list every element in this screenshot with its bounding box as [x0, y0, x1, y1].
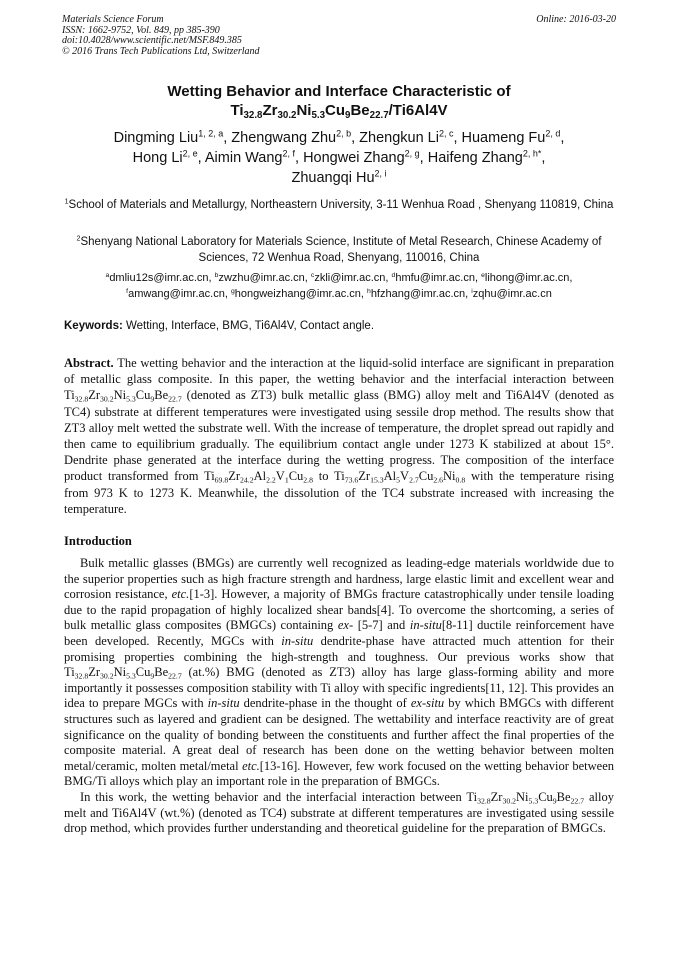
element-symbol: Be: [154, 388, 169, 403]
abstract-product-formula-low: [204, 469, 313, 483]
element-symbol: Ti: [204, 469, 215, 484]
journal-header: [62, 15, 616, 57]
author-name: Zhuangqi Hu: [291, 170, 375, 186]
abstract-text: with the temperature rising from 973 K to 1273 K. Meanwhile, the dissolution of the TC4 substrate increased with increasing the temperature.: [64, 469, 614, 516]
element-symbol: Cu: [135, 665, 151, 680]
element-symbol: Ti: [64, 665, 75, 680]
element-subscript: 30.2: [502, 796, 516, 806]
title-line-2: [40, 101, 638, 120]
italic-text: ex-situ: [410, 696, 445, 711]
author-affiliation-mark: 2, g: [404, 148, 420, 159]
element-symbol: Be: [556, 789, 571, 804]
italic-text: etc.: [242, 758, 260, 773]
element-subscript: 32.8: [243, 109, 263, 121]
element-symbol: Zr: [262, 102, 278, 119]
element-subscript: 5.3: [126, 671, 136, 681]
element-subscript: 2.8: [303, 475, 313, 485]
element-symbol: Zr: [228, 469, 241, 484]
keywords-line: [64, 320, 614, 332]
element-symbol: V: [275, 469, 285, 484]
author-name: Aimin Wang: [204, 150, 283, 166]
element-subscript: 1: [284, 475, 289, 485]
body-text: In this work, the wetting behavior and the interfacial interaction between: [80, 789, 467, 804]
element-subscript: 69.8: [214, 475, 229, 485]
keywords-text: Wetting, Interface, BMG, Ti6Al4V, Contact angle.: [126, 320, 375, 332]
email-address: zwzhu@imr.ac.cn: [218, 272, 305, 284]
email-address: zkli@imr.ac.cn: [314, 272, 386, 284]
element-subscript: 9: [150, 671, 155, 681]
author-name: Hongwei Zhang: [303, 150, 405, 166]
email-mark: b: [214, 271, 219, 279]
element-subscript: 30.2: [100, 671, 114, 681]
element-symbol: Zr: [88, 388, 101, 403]
element-subscript: 5.3: [311, 109, 326, 121]
element-subscript: 9: [150, 394, 155, 404]
body-text: alloy melt and Ti6Al4V (wt.%) (denoted as TC4) substrate at different temperatures are investigated using sessile drop method, which provides further understanding and theoretical guideline for the preparation of BMGCs.: [64, 789, 614, 836]
title-line-1: Wetting Behavior and Interface Characteristic of: [167, 83, 511, 100]
element-subscript: 22.7: [168, 671, 182, 681]
element-subscript: 2.2: [266, 475, 276, 485]
element-symbol: Al: [383, 469, 397, 484]
author-affiliation-mark: 2, d: [545, 128, 561, 139]
abstract-label: Abstract.: [64, 356, 114, 370]
element-subscript: 2.6: [433, 475, 444, 485]
element-symbol: Cu: [288, 469, 304, 484]
body-text: (at.%) BMG (denoted as ZT3) alloy has large glass-forming ability and more importantly it possesses composition stability with Ti alloy with specific ingredients[11, 12]. This provides an idea to prepare MGCs with: [64, 665, 614, 711]
author-name: Hong Li: [132, 150, 183, 166]
author-name: Zhengwang Zhu: [231, 130, 337, 146]
element-symbol: Ti: [230, 102, 244, 119]
element-symbol: Zr: [88, 665, 101, 680]
email-mark: d: [391, 271, 396, 279]
email-address: hongweizhang@imr.ac.cn: [234, 288, 361, 300]
paper-title: [40, 82, 638, 120]
affiliation-text: School of Materials and Metallurgy, Northeastern University, 3-11 Wenhua Road , Shenyang 110819, China: [68, 199, 614, 211]
alloy-formula: [64, 665, 182, 679]
element-symbol: Cu: [325, 102, 346, 119]
author-affiliation-mark: 2, f: [282, 148, 296, 159]
element-symbol: Cu: [538, 789, 553, 804]
body-text: dendrite-phase have attracted much attention for their promising properties combining the high-strength and toughness. Our previous works show that: [64, 633, 614, 664]
email-address: lihong@imr.ac.cn,: [484, 272, 573, 284]
email-address: dmliu12s@imr.ac.cn: [109, 272, 209, 284]
element-symbol: Zr: [490, 789, 503, 804]
element-symbol: Ti: [466, 789, 478, 804]
element-symbol: Cu: [135, 388, 151, 403]
doi-line: doi:10.4028/www.scientific.net/MSF.849.385: [62, 35, 242, 46]
email-mark: a: [105, 271, 110, 279]
body-text: dendrite-phase in the thought of: [239, 696, 411, 711]
body-text: [13-16]. However, few work focused on the wetting behavior between BMG/Ti alloys which play an important role in the preparation of BMGCs.: [64, 758, 614, 789]
element-subscript: 22.7: [168, 394, 182, 404]
body-text: [8-11] ductile reinforcement have been developed. Recently, MGCs with: [64, 618, 614, 648]
element-subscript: 5.3: [126, 394, 136, 404]
element-subscript: 22.7: [570, 796, 585, 806]
abstract-text: to: [312, 469, 335, 484]
email-mark: i: [471, 287, 473, 295]
element-subscript: 32.8: [74, 671, 89, 681]
title-alloy-formula: [230, 102, 388, 119]
copyright-line: © 2016 Trans Tech Publications Ltd, Switzerland: [62, 45, 260, 57]
abstract-paragraph: [64, 355, 614, 517]
email-list: $^a$dmliu12s@imr.ac.cn, $^b$zwzhu@imr.ac.cn, $^c$zkli@imr.ac.cn, $^d$hmfu@imr.ac.cn, $^e$lihong@imr.ac.cn, $^f$amwang@imr.ac.cn, $^g$hongweizhang@imr.ac.cn, $^h$hfzhang@imr.ac.cn, $^i$zqhu@imr.ac.cn: [105, 271, 573, 300]
author-list: Dingming Liu$^{1, 2, a}$, Zhengwang Zhu$^{2, b}$, Zhengkun Li$^{2, c}$, Huameng Fu$^{2, d}$, Hong Li$^{2, e}$, Aimin Wang$^{2, f}$, Hongwei Zhang$^{2, g}$, Haifeng Zhang$^{2, h*}$, Zhuangqi Hu$^{2, i}$: [113, 128, 565, 186]
author-affiliation-mark: 2, b: [336, 128, 352, 139]
element-symbol: V: [400, 469, 410, 484]
email-address: hmfu@imr.ac.cn: [395, 272, 475, 284]
element-symbol: Be: [154, 665, 169, 680]
affiliation-1: [64, 197, 614, 213]
author-name: Haifeng Zhang: [427, 150, 523, 166]
author-affiliation-mark: 2, h*: [522, 148, 542, 159]
element-symbol: Cu: [418, 469, 434, 484]
email-mark: e: [481, 271, 485, 279]
author-affiliation-mark: 1, 2, a: [198, 128, 224, 139]
author-affiliation-mark: 2, i: [374, 168, 387, 179]
author-affiliation-mark: 2, c: [438, 128, 454, 139]
element-subscript: 22.7: [369, 109, 389, 121]
element-symbol: Ni: [113, 665, 127, 680]
element-symbol: Ti: [64, 388, 75, 403]
body-text: Bulk metallic glasses (BMGs) are currently well recognized as leading-edge materials worldwide due to the superior properties such as high fracture strength and hardness, large elastic limit and excellent wear and corrosion resistance,: [64, 556, 614, 602]
abstract-text: The wetting behavior and the interaction at the liquid-solid interface are significant in preparation of metallic glass composite. In this paper, the wetting behavior and the interfacial interaction between: [64, 356, 614, 387]
issn-line: ISSN: 1662-9752, Vol. 849, pp 385-390: [62, 24, 220, 36]
abstract-text: (denoted as ZT3) bulk metallic glass (BMG) alloy melt and Ti6Al4V (denoted as TC4) substrate at different temperatures were investigated using sessile drop method. The results show that ZT3 alloy melt wetted the substrate well. With the increase of temperature, the droplet spread out rapidly and then came to equilibrium gradually. The equilibrium contact angle under 1273 K stabilized at about 15°. Dendrite phase generated at the interface during the wetting progress. The composition of the interface product transformed from: [64, 388, 614, 484]
body-text: [1-3]. However, a majority of BMGs fracture catastrophically under tensile loading due to the rapid propagation of highly localized shear bands[4]. To overcome the shortcoming, a series of bulk metallic glass composites (BMGCs) containing: [64, 587, 614, 633]
element-subscript: 9: [552, 796, 557, 806]
affiliation-number: 1: [64, 197, 69, 206]
italic-text: in-situ: [207, 696, 240, 711]
introduction-body: [64, 556, 614, 837]
author-name: Zhengkun Li: [359, 130, 439, 146]
element-subscript: 32.8: [477, 796, 491, 806]
element-subscript: 0.8: [455, 475, 466, 485]
online-date: Online: 2016-03-20: [536, 14, 616, 25]
element-symbol: Al: [253, 469, 267, 484]
email-mark: c: [310, 271, 315, 279]
element-symbol: Zr: [358, 469, 371, 484]
element-symbol: Be: [350, 102, 370, 119]
affiliation-number: 2: [76, 234, 81, 243]
italic-text: in-situ: [409, 618, 442, 633]
body-text: [5-7] and: [353, 618, 410, 633]
element-symbol: Ni: [443, 469, 456, 484]
journal-name: Materials Science Forum: [62, 14, 164, 25]
email-address: zqhu@imr.ac.cn: [472, 288, 552, 300]
author-affiliation-mark: 2, e: [182, 148, 198, 159]
affiliation-2: [64, 234, 614, 266]
abstract-product-formula-high: [334, 469, 465, 483]
email-address: hfzhang@imr.ac.cn: [370, 288, 466, 300]
element-symbol: Ni: [113, 388, 127, 403]
abstract-alloy-formula: [64, 388, 182, 402]
email-mark: f: [126, 287, 129, 295]
italic-text: ex-: [337, 618, 354, 633]
element-subscript: 73.6: [344, 475, 359, 485]
italic-text: etc.: [171, 587, 190, 602]
author-name: Dingming Liu: [113, 130, 199, 146]
element-subscript: 5.3: [528, 796, 539, 806]
element-subscript: 30.2: [277, 109, 297, 121]
introduction-paragraph-2: [64, 790, 614, 837]
email-address: amwang@imr.ac.cn: [128, 288, 225, 300]
introduction-paragraph-1: [64, 556, 614, 790]
italic-text: in-situ: [281, 633, 314, 648]
element-symbol: Ni: [516, 789, 529, 804]
element-subscript: 32.8: [74, 394, 89, 404]
element-subscript: 30.2: [100, 394, 114, 404]
element-symbol: Ti: [334, 469, 345, 484]
element-subscript: 2.7: [409, 475, 419, 485]
title-suffix: /Ti6Al4V: [388, 102, 448, 119]
affiliation-text: Shenyang National Laboratory for Materials Science, Institute of Metal Research, Chinese Academy of Sciences, 72 Wenhua Road, Shenyang, 110016, China: [80, 236, 602, 264]
email-mark: h: [367, 287, 371, 295]
introduction-heading: Introduction: [64, 534, 132, 548]
element-subscript: 15.3: [370, 475, 384, 485]
element-subscript: 5: [396, 475, 401, 485]
element-symbol: Ni: [296, 102, 312, 119]
keywords-label: Keywords:: [64, 320, 123, 332]
author-name: Huameng Fu: [461, 130, 546, 146]
email-mark: g: [230, 287, 235, 295]
element-subscript: 9: [345, 109, 351, 121]
alloy-formula: [466, 790, 584, 804]
body-text: by which BMGCs with different structures such as layered and gradient can be designed. The wettability and interface reactivity are of great significance on the quality of bonding between the constituents and further affect the final properties of the composite material. A great deal of research has been done on the wetting behavior between molten metal/ceramic, molten metal/metal: [64, 696, 615, 773]
element-subscript: 24.2: [240, 475, 254, 485]
